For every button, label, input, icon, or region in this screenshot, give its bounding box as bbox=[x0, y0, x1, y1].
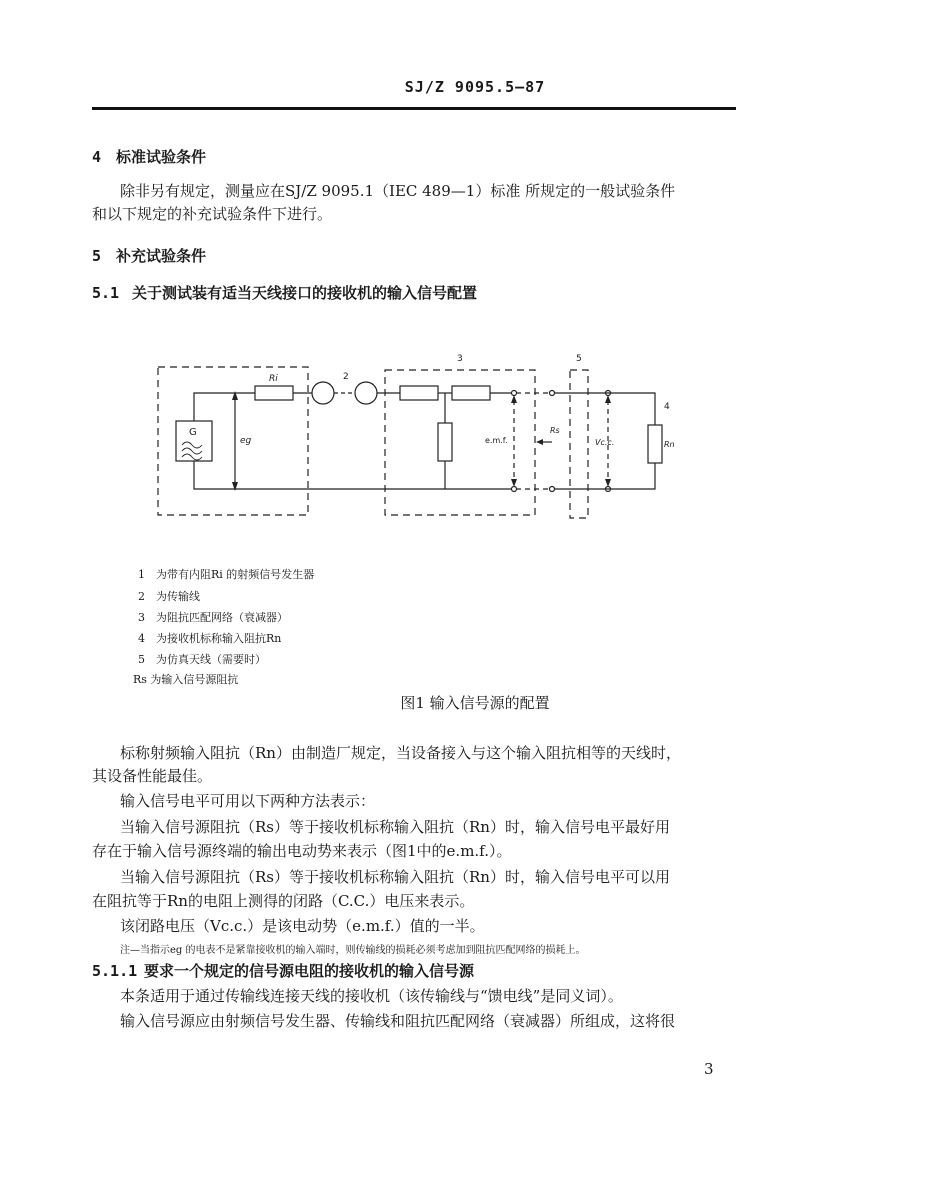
page-number: 3 bbox=[704, 1060, 714, 1078]
section-title: 关于测试装有适当天线接口的接收机的输入信号配置 bbox=[132, 284, 478, 302]
body-line: 标称射频输入阻抗（Rn）由制造厂规定，当设备接入与这个输入阻抗相等的天线时， bbox=[120, 744, 681, 762]
section-number: 5 bbox=[92, 247, 102, 265]
resistor-series-2 bbox=[452, 386, 490, 400]
legend-rs: Rs 为输入信号源阻抗 bbox=[133, 673, 239, 686]
resistor-rn bbox=[648, 425, 662, 463]
header-rule bbox=[92, 107, 736, 110]
label-emf: e.m.f. bbox=[485, 436, 508, 445]
body-line: 该闭路电压（Vc.c.）是该电动势（e.m.f.）值的一半。 bbox=[120, 917, 485, 935]
legend-item: 4 为接收机标称输入阻抗Rn bbox=[138, 632, 282, 645]
section-number: 5.1.1 bbox=[92, 962, 138, 980]
section-number: 5.1 bbox=[92, 284, 120, 302]
arrow-head bbox=[232, 391, 238, 400]
arrow-head bbox=[511, 395, 517, 403]
legend-item: 5 为仿真天线（需要时） bbox=[138, 653, 266, 666]
label-4: 4 bbox=[664, 402, 670, 412]
label-rn: Rn bbox=[664, 440, 675, 449]
dummy-antenna-boundary bbox=[570, 370, 588, 518]
generator-boundary bbox=[158, 367, 308, 515]
resistor-series-1 bbox=[400, 386, 438, 400]
generator-bottom-wire bbox=[194, 461, 320, 489]
coax-connector-left bbox=[312, 382, 334, 404]
section-title: 标准试验条件 bbox=[116, 148, 207, 166]
body-line: 输入信号电平可用以下两种方法表示： bbox=[120, 792, 376, 810]
section-4-heading bbox=[92, 146, 206, 167]
terminal bbox=[550, 487, 555, 492]
wire bbox=[620, 463, 655, 489]
arrow-head bbox=[232, 482, 238, 491]
document-code: SJ/Z 9095.5—87 bbox=[404, 78, 546, 96]
paragraph-4-line-2: 和以下规定的补充试验条件下进行。 bbox=[92, 205, 333, 223]
terminal bbox=[512, 487, 517, 492]
ac-source-icon bbox=[182, 442, 202, 460]
arrow-head bbox=[605, 479, 611, 487]
label-eg: eg bbox=[240, 436, 252, 446]
body-line: 本条适用于通过传输线连接天线的接收机（该传输线与“馈电线”是同义词）。 bbox=[120, 987, 623, 1005]
legend-item: 2 为传输线 bbox=[138, 590, 200, 603]
section-5-1-1-heading bbox=[92, 960, 474, 981]
label-3: 3 bbox=[457, 354, 463, 364]
label-ri: Ri bbox=[269, 374, 278, 384]
label-rs: Rs bbox=[550, 426, 560, 435]
wire bbox=[620, 393, 655, 425]
arrow-head bbox=[511, 479, 517, 487]
arrow-head bbox=[536, 439, 543, 445]
label-2: 2 bbox=[343, 372, 349, 382]
coax-connector-right bbox=[355, 382, 377, 404]
label-5: 5 bbox=[576, 354, 582, 364]
body-line: 当输入信号源阻抗（Rs）等于接收机标称输入阻抗（Rn）时，输入信号电平可以用 bbox=[120, 868, 670, 886]
terminal bbox=[550, 391, 555, 396]
generator-top-wire bbox=[194, 393, 255, 421]
label-vcc: Vc.c. bbox=[595, 438, 615, 447]
circuit-diagram bbox=[140, 345, 700, 530]
legend-item: 3 为阻抗匹配网络（衰减器） bbox=[138, 611, 288, 624]
body-line: 输入信号源应由射频信号发生器、传输线和阻抗匹配网络（衰减器）所组成，这将很 bbox=[120, 1012, 676, 1030]
legend-item: 1 为带有内阻Ri 的射频信号发生器 bbox=[138, 568, 315, 581]
body-line: 当输入信号源阻抗（Rs）等于接收机标称输入阻抗（Rn）时，输入信号电平最好用 bbox=[120, 818, 670, 836]
terminal bbox=[512, 391, 517, 396]
paragraph-4-line-1: 除非另有规定，测量应在SJ/Z 9095.1（IEC 489—1）标准 所规定的一般试验条件 bbox=[120, 182, 676, 200]
note: 注—当指示eg 的电表不是紧靠接收机的输入端时，则传输线的损耗必须考虑加到阻抗匹配网络的损耗上。 bbox=[120, 945, 586, 956]
arrow-head bbox=[605, 395, 611, 403]
figure-caption: 图1 输入信号源的配置 bbox=[400, 694, 550, 712]
resistor-ri bbox=[255, 386, 293, 400]
section-5-heading bbox=[92, 245, 206, 266]
body-line: 存在于输入信号源终端的输出电动势来表示（图1中的e.m.f.）。 bbox=[92, 842, 512, 860]
section-title: 要求一个规定的信号源电阻的接收机的输入信号源 bbox=[144, 962, 475, 980]
section-5-1-heading bbox=[92, 282, 477, 303]
label-g: G bbox=[189, 427, 197, 438]
resistor-shunt bbox=[438, 423, 452, 461]
body-line: 在阻抗等于Rn的电阻上测得的闭路（C.C.）电压来表示。 bbox=[92, 892, 475, 910]
section-title: 补充试验条件 bbox=[116, 247, 207, 265]
section-number: 4 bbox=[92, 148, 102, 166]
body-line: 其设备性能最佳。 bbox=[92, 767, 213, 785]
